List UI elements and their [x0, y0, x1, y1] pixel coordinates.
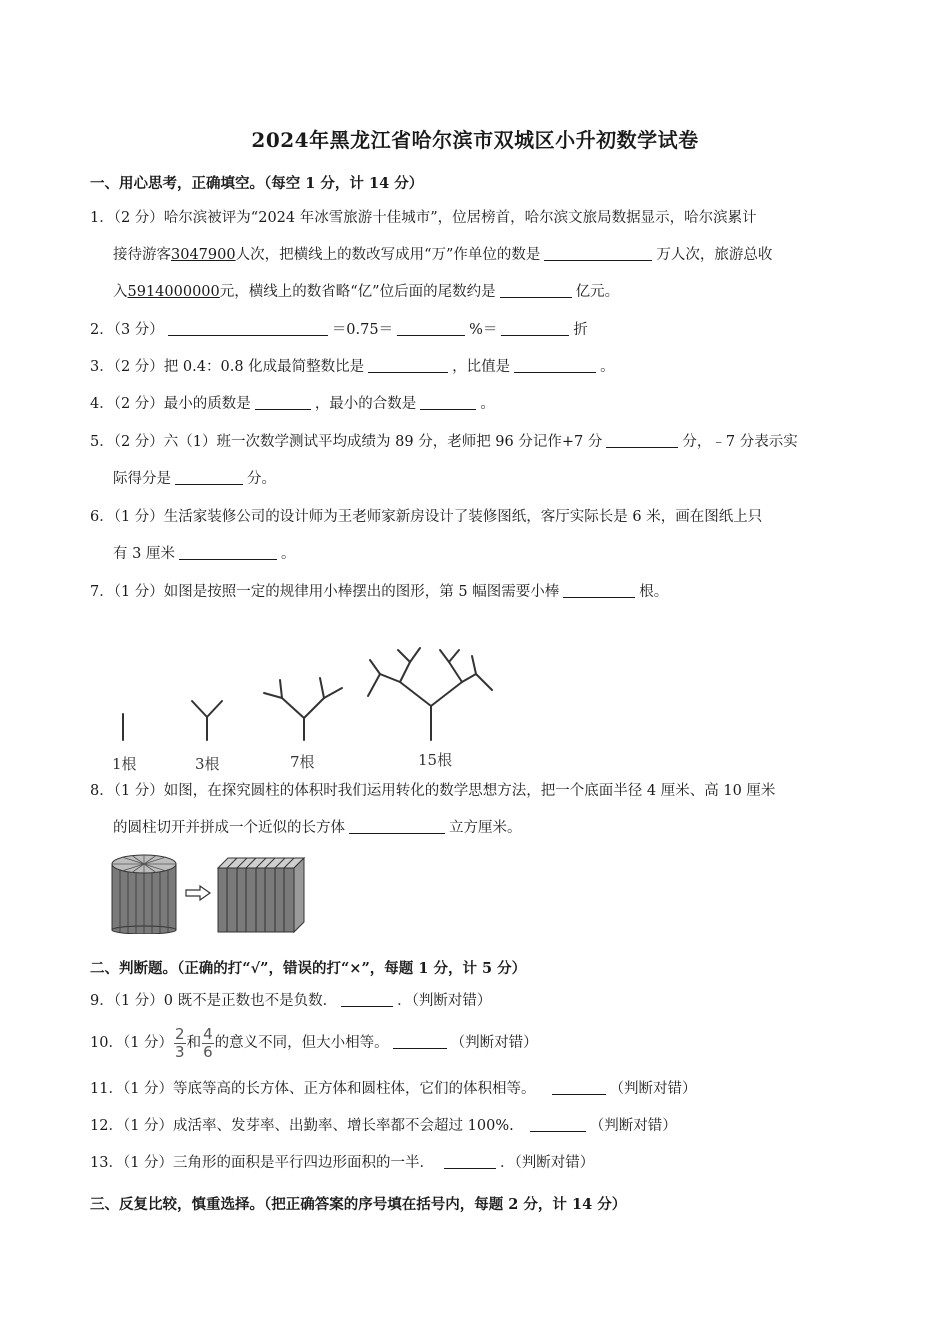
- q3-text: 。: [600, 359, 615, 375]
- q1-visitors-number: 3047900: [171, 247, 236, 263]
- q4-blank-1[interactable]: [255, 394, 311, 410]
- q1-text: 亿元。: [575, 284, 620, 300]
- q12-line: [90, 1108, 860, 1145]
- q9-line: [90, 983, 860, 1020]
- q1-text: 入: [113, 284, 128, 300]
- q6-line-1: 6．（1 分）生活家装修公司的设计师为王老师家新房设计了装修图纸，客厅实际长是 6 米，画在图纸上只: [90, 509, 763, 525]
- q6-text: 有 3 厘米: [113, 546, 175, 562]
- q11-text: （判断对错）: [609, 1081, 697, 1097]
- fraction-numerator: 2: [175, 1024, 185, 1043]
- q5-text: 分。: [247, 471, 276, 487]
- question-3: [90, 349, 860, 386]
- q8-line-2: [90, 810, 860, 847]
- q3-blank-2[interactable]: [514, 357, 596, 373]
- figure-label-2: 3根: [195, 755, 220, 773]
- question-7: [90, 574, 860, 611]
- fraction-denominator: 3: [175, 1042, 185, 1061]
- q4-text: 4．（2 分）最小的质数是: [90, 396, 251, 412]
- q2-blank-1[interactable]: [168, 320, 328, 336]
- q2-blank-2[interactable]: [397, 320, 465, 336]
- q10-text: 和: [186, 1035, 202, 1051]
- q5-line-2: [90, 461, 860, 498]
- q7-text: 根。: [639, 584, 669, 600]
- q9-text: 9．（1 分）0 既不是正数也不是负数．: [90, 993, 338, 1009]
- q5-text: 分，﹣7 分表示实: [682, 434, 798, 450]
- q13-text: 13．（1 分）三角形的面积是平行四边形面积的一半．: [90, 1155, 435, 1171]
- q11-blank[interactable]: [552, 1079, 606, 1095]
- q10-line: [90, 1025, 860, 1062]
- question-13: [90, 1145, 860, 1182]
- q1-text: 接待游客: [113, 247, 171, 263]
- figure-label-4: 15根: [418, 751, 453, 769]
- stick-figure-3: [264, 678, 342, 740]
- page-title: 2024年黑龙江省哈尔滨市双城区小升初数学试卷: [251, 128, 699, 152]
- q8-text: 的圆柱切开并拼成一个近似的长方体: [113, 820, 345, 836]
- q5-blank-2[interactable]: [175, 469, 243, 485]
- q1-blank-2[interactable]: [500, 282, 572, 298]
- q5-text: 5．（2 分）六（1）班一次数学测试平均成绩为 89 分，老师把 96 分记作+7 分: [90, 434, 603, 450]
- cylinder-icon: [112, 855, 176, 934]
- q10-text: （判断对错）: [450, 1035, 538, 1051]
- q9-blank[interactable]: [341, 991, 393, 1007]
- q5-text: 际得分是: [113, 471, 171, 487]
- q1-text: 人次，把横线上的数改写成用“万”作单位的数是: [235, 247, 541, 263]
- q10-text: 10．（1 分）: [90, 1035, 174, 1051]
- question-2: [90, 312, 860, 349]
- stick-pattern-figure: [100, 640, 520, 755]
- q9-text: ．（判断对错）: [397, 993, 492, 1009]
- q12-blank[interactable]: [530, 1116, 586, 1132]
- q11-line: [90, 1071, 860, 1108]
- q4-text: 。: [480, 396, 495, 412]
- q4-blank-2[interactable]: [420, 394, 476, 410]
- q3-line: [90, 349, 860, 386]
- q6-text: 。: [280, 546, 296, 562]
- question-10: [90, 1025, 860, 1062]
- q3-text: 3．（2 分）把 0.4：0.8 化成最简整数比是: [90, 359, 365, 375]
- q8-blank[interactable]: [349, 818, 445, 834]
- question-6: [90, 499, 860, 573]
- q1-text: 元，横线上的数省略“亿”位后面的尾数约是: [219, 284, 496, 300]
- q1-blank-1[interactable]: [544, 245, 652, 261]
- q1-line-1: 1．（2 分）哈尔滨被评为“2024 年冰雪旅游十佳城市”，位居榜首，哈尔滨文旅局数据显示，哈尔滨累计: [90, 210, 757, 226]
- q13-blank[interactable]: [444, 1153, 496, 1169]
- cuboid-icon: [218, 858, 304, 932]
- q12-text: （判断对错）: [589, 1118, 677, 1134]
- q10-text: 的意义不同，但大小相等。: [214, 1035, 389, 1051]
- section-1-heading: 一、用心思考，正确填空。（每空 1 分，计 14 分）: [90, 175, 424, 192]
- fraction-4-6: [202, 1026, 214, 1061]
- question-9: [90, 983, 860, 1020]
- q2-line: [90, 312, 860, 349]
- q2-text: %＝: [469, 322, 498, 338]
- q3-text: ，比值是: [452, 359, 511, 375]
- q6-blank[interactable]: [179, 544, 277, 560]
- q2-text: ＝0.75＝: [331, 322, 394, 338]
- question-5: [90, 424, 860, 498]
- q2-text: 2．（3 分）: [90, 322, 164, 338]
- q1-revenue-number: 5914000000: [127, 284, 220, 300]
- q1-text: 万人次，旅游总收: [656, 247, 773, 263]
- fraction-numerator: 4: [203, 1024, 213, 1043]
- question-4: [90, 386, 860, 423]
- question-12: [90, 1108, 860, 1145]
- figure-label-1: 1根: [112, 755, 137, 773]
- q4-text: ，最小的合数是: [314, 396, 417, 412]
- q10-blank[interactable]: [393, 1033, 447, 1049]
- q1-line-3: [90, 274, 860, 311]
- figure-label-3: 7根: [290, 753, 315, 771]
- q3-blank-1[interactable]: [368, 357, 448, 373]
- q7-blank[interactable]: [563, 582, 635, 598]
- section-2-heading: 二、判断题。（正确的打“√”，错误的打“×”，每题 1 分，计 5 分）: [90, 960, 527, 977]
- q8-line-1: 8．（1 分）如图，在探究圆柱的体积时我们运用转化的数学思想方法，把一个底面半径 4 厘米、高 10 厘米: [90, 783, 776, 799]
- question-11: [90, 1071, 860, 1108]
- stick-figure-4: [368, 648, 492, 740]
- q7-text: 7．（1 分）如图是按照一定的规律用小棒摆出的图形，第 5 幅图需要小棒: [90, 584, 560, 600]
- cylinder-to-cuboid-figure: [108, 852, 308, 934]
- q13-text: ．（判断对错）: [500, 1155, 595, 1171]
- q2-text: 折: [573, 322, 588, 338]
- q13-line: [90, 1145, 860, 1182]
- question-1: [90, 200, 860, 311]
- q6-line-2: [90, 536, 860, 573]
- q11-text: 11．（1 分）等底等高的长方体、正方体和圆柱体，它们的体积相等。: [90, 1081, 536, 1097]
- q5-blank-1[interactable]: [606, 432, 678, 448]
- section-3-heading: 三、反复比较，慎重选择。（把正确答案的序号填在括号内，每题 2 分，计 14 分）: [90, 1196, 627, 1213]
- q7-line: [90, 574, 860, 611]
- q2-blank-3[interactable]: [501, 320, 569, 336]
- stick-figure-2: [192, 701, 222, 740]
- q8-text: 立方厘米。: [449, 820, 522, 836]
- fraction-2-3: [174, 1026, 186, 1061]
- question-8: [90, 773, 860, 847]
- q12-text: 12．（1 分）成活率、发芽率、出勤率、增长率都不会超过 100%.: [90, 1118, 514, 1134]
- arrow-right-icon: [186, 886, 210, 900]
- q5-line-1: [90, 424, 860, 461]
- q4-line: [90, 386, 860, 423]
- fraction-denominator: 6: [203, 1042, 213, 1061]
- q1-line-2: [90, 237, 860, 274]
